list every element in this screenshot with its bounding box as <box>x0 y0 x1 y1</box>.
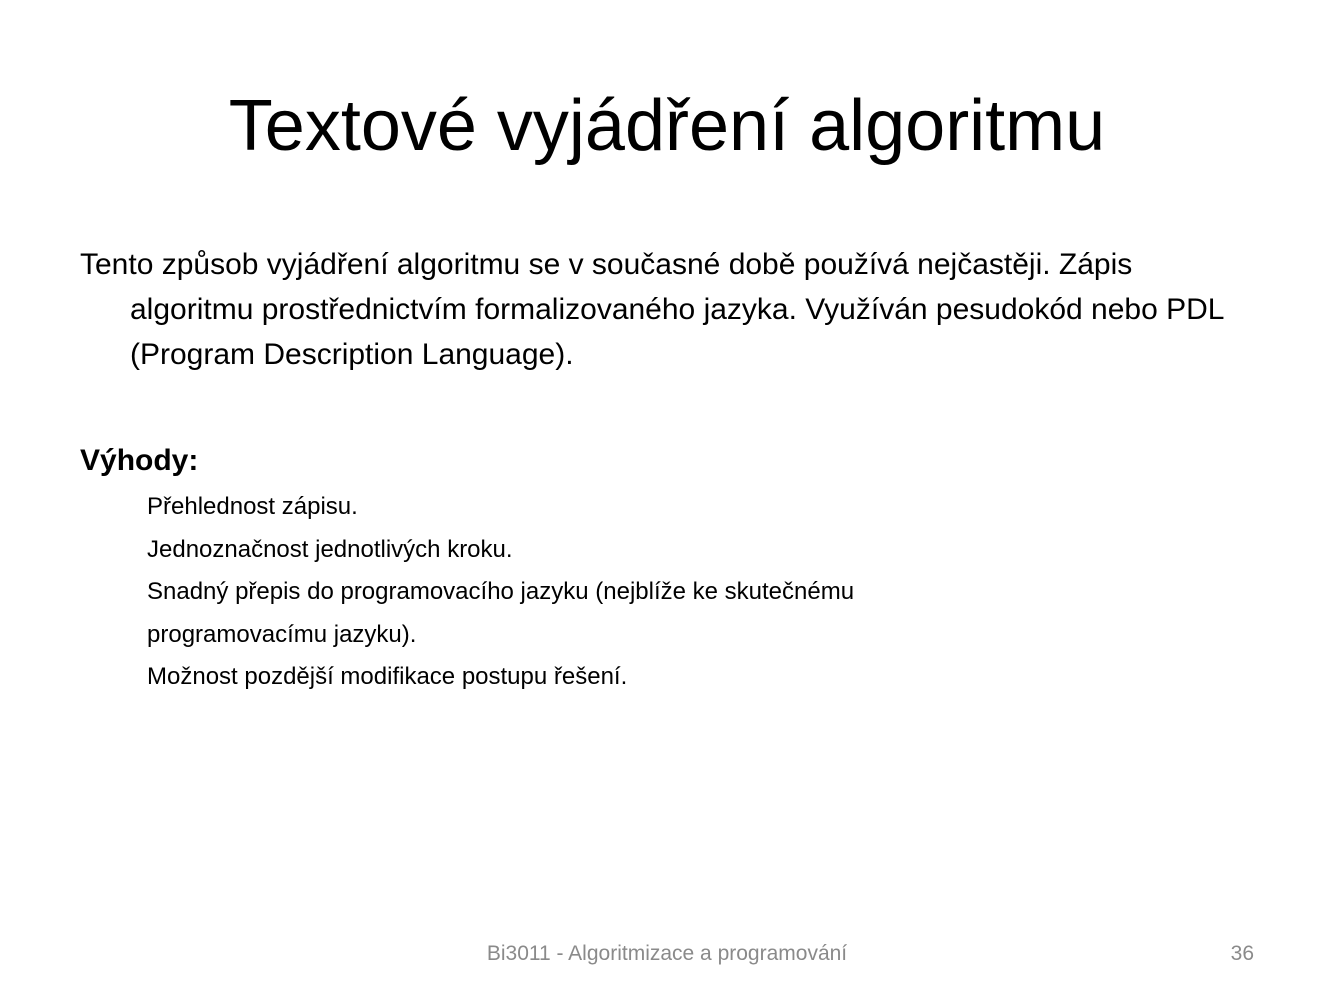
advantage-item: programovacímu jazyku). <box>147 620 417 648</box>
footer-course: Bi3011 - Algoritmizace a programování <box>486 942 848 965</box>
advantage-item: Snadný přepis do programovacího jazyku (nejblíže ke skutečnému <box>147 578 855 605</box>
advantage-item: Přehlednost zápisu. <box>147 493 358 520</box>
slide-title: Textové vyjádření algoritmu <box>228 86 1106 166</box>
advantages-heading: Výhody: <box>80 444 199 477</box>
advantage-item: Možnost pozdější modifikace postupu řešení. <box>147 663 628 690</box>
intro-paragraph: Tento způsob vyjádření algoritmu se v současné době používá nejčastěji. Zápis algoritmu prostřednictvím formalizovaného jazyka. Využíván pesudokód nebo PDL (Program Description Language). <box>80 248 1224 371</box>
slide-number: 36 <box>1230 942 1254 965</box>
advantage-item: Jednoznačnost jednotlivých kroku. <box>147 535 513 563</box>
advantages-list <box>147 486 967 699</box>
